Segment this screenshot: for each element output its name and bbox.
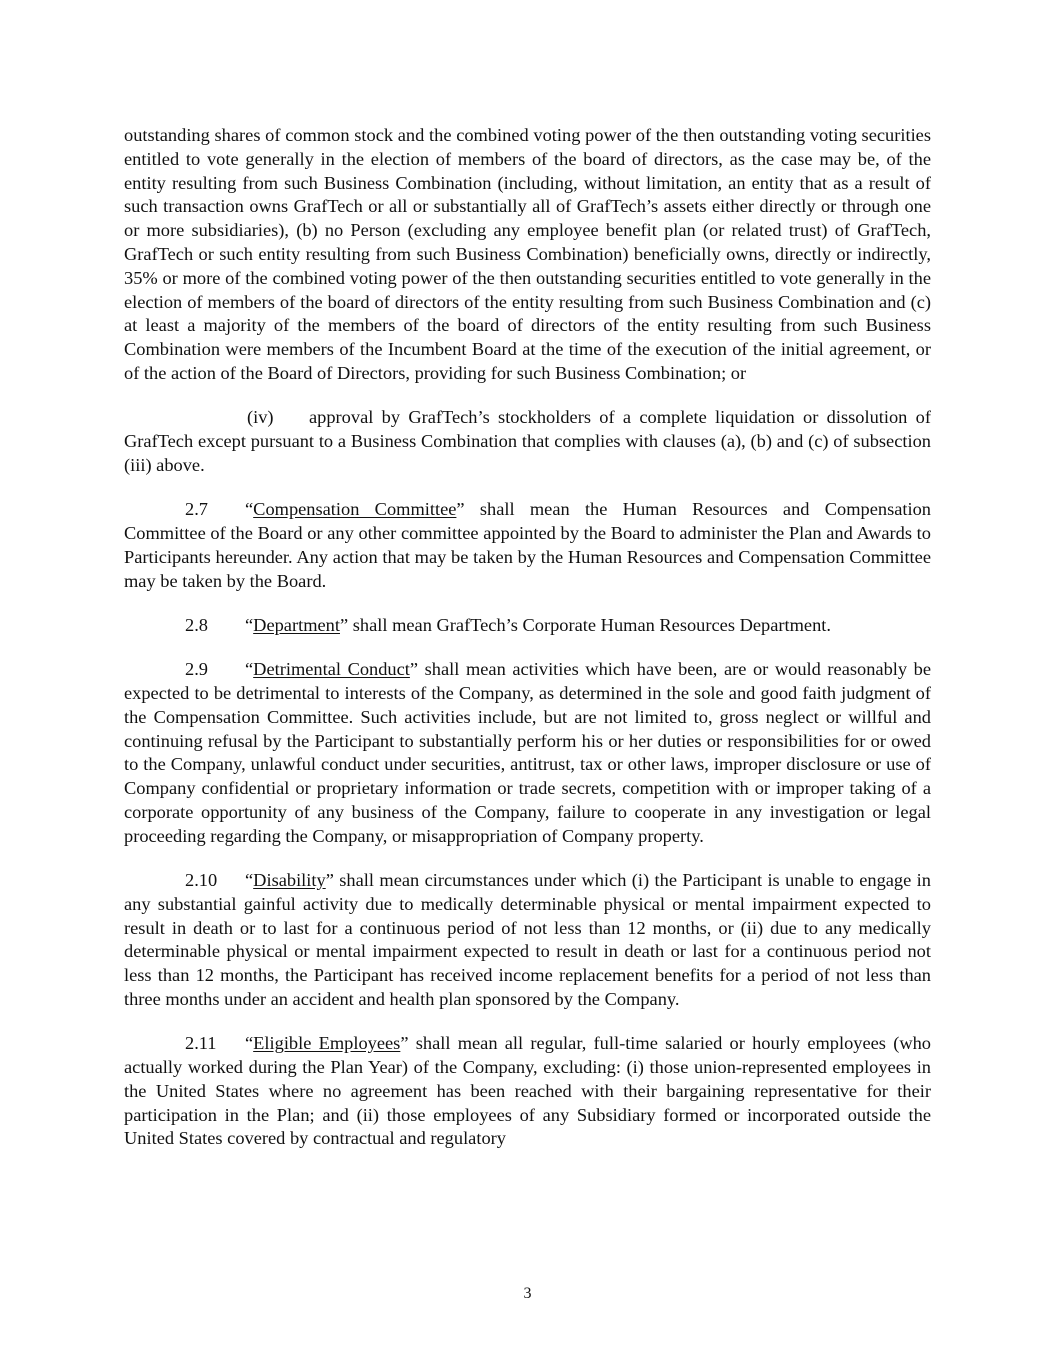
defined-term: Eligible Employees (253, 1033, 401, 1054)
open-quote: “ (245, 659, 254, 680)
open-quote: “ (245, 614, 254, 635)
section-2-7 (124, 498, 931, 593)
defined-term: Disability (253, 870, 326, 891)
section-number: 2.8 (185, 614, 208, 635)
defined-term: Department (253, 614, 340, 635)
section-number: 2.9 (185, 659, 208, 680)
open-quote: “ (245, 870, 254, 891)
section-number: 2.10 (185, 870, 218, 891)
clause-iv-paragraph (124, 406, 931, 477)
section-text: ” shall mean activities which have been, are or would reasonably be expected to be detrimental to interests of the Company, as determined in the sole and good faith judgment of the Compensation Committee. Such activities include, but are not limited to, gross neglect or willful and continuing refusal by the Participant to substantially perform his or her duties or responsibilities for or owed to the Company, unlawful conduct under securities, antitrust, tax or other laws, improper disclosure or use of Company confidential or proprietary information or trade secrets, competition with or improper taking of a corporate opportunity of any business of the Company, failure to cooperate in any investigation or legal proceeding regarding the Company, or misappropriation of Company property. (124, 659, 932, 846)
clause-iv-text: approval by GrafTech’s stockholders of a complete liquidation or dissolution of GrafTech except pursuant to a Business Combination that complies with clauses (a), (b) and (c) of subsection (iii) above. (124, 407, 931, 475)
section-number: 2.7 (185, 499, 208, 520)
clause-iv-label: (iv) (247, 407, 274, 428)
section-text: ” shall mean circumstances under which (i) the Participant is unable to engage in any substantial gainful activity due to medically determinable physical or mental impairment expected to result in death or to last for a continuous period of not less than 12 months, or (ii) due to any medically determinable physical or mental impairment expected to result in death or last for a continuous period not less than 12 months, the Participant has received income replacement benefits for a period of not less than three months under an accident and health plan sponsored by the Company. (124, 870, 931, 1009)
open-quote: “ (245, 499, 254, 520)
section-2-9 (124, 658, 931, 848)
open-quote: “ (245, 1033, 254, 1054)
section-2-8 (124, 614, 931, 638)
defined-term: Detrimental Conduct (253, 659, 410, 680)
section-text: ” shall mean all regular, full-time salaried or hourly employees (who actually worked during the Plan Year) of the Company, excluding: (i) those union-represented employees in the United States where no agreement has been reached with their bargaining representative for their participation in the Plan; and (ii) those employees of any Subsidiary formed or incorporated outside the United States covered by contractual and regulatory (124, 1033, 931, 1149)
section-text: ” shall mean the Human Resources and Compensation Committee of the Board or any other committee appointed by the Board to administer the Plan and Awards to Participants hereunder. Any action that may be taken by the Human Resources and Compensation Committee may be taken by the Board. (124, 499, 931, 591)
section-2-11 (124, 1032, 931, 1151)
section-2-10 (124, 869, 931, 1012)
section-text: ” shall mean GrafTech’s Corporate Human Resources Department. (339, 614, 831, 635)
defined-term: Compensation Committee (253, 499, 457, 520)
page-number: 3 (523, 1285, 532, 1302)
continuation-paragraph: outstanding shares of common stock and the combined voting power of the then outstanding voting securities entitled to vote generally in the election of members of the board of directors, as the case may be, of the entity resulting from such Business Combination (including, without limitation, an entity that as a result of such transaction owns GrafTech or all or substantially all of GrafTech’s assets either directly or through one or more subsidiaries), (b) no Person (excluding any employee benefit plan (or related trust) of GrafTech, GrafTech or such entity resulting from such Business Combination) beneficially owns, directly or indirectly, 35% or more of the combined voting power of the then outstanding securities entitled to vote generally in the election of members of the board of directors of the entity resulting from such Business Combination and (c) at least a majority of the members of the board of directors of the entity resulting from such Business Combination were members of the Incumbent Board at the time of the execution of the initial agreement, or of the action of the Board of Directors, providing for such Business Combination; or (124, 125, 931, 383)
section-number: 2.11 (185, 1033, 217, 1054)
document-page (124, 124, 931, 1172)
